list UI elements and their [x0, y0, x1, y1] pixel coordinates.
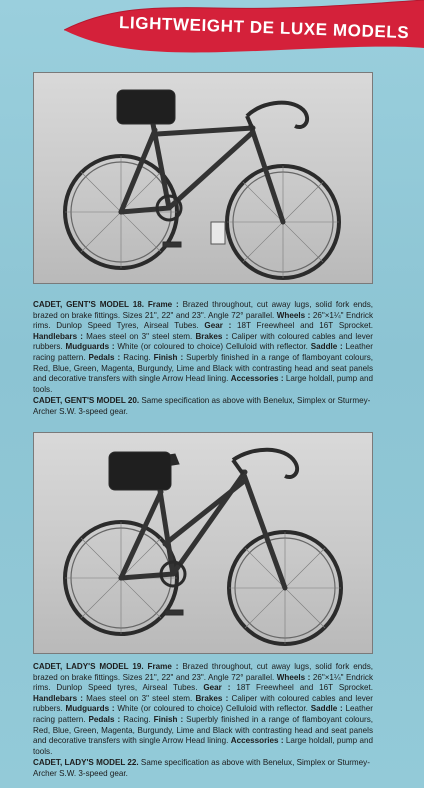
mudguards-label: Mudguards : [65, 704, 115, 714]
pedals-text: Racing. [123, 714, 151, 724]
accessories-text: Large holdall, pump and tools. [33, 736, 373, 756]
gear-label: Gear : [203, 683, 231, 693]
gents-bicycle-photo [33, 72, 373, 284]
ladys-bicycle-illustration [33, 432, 373, 654]
accessories-text: Large holdall, pump and tools. [33, 374, 373, 394]
variant-text: Same specification as above with Benelux, Simplex or Sturmey-Archer S.W. 3-speed gear. [33, 396, 371, 416]
mudguards-text: White (or coloured to choice) Celluloid with reflector. [117, 342, 308, 352]
variant-name: CADET, GENT'S MODEL 20. [33, 396, 140, 405]
finish-label: Finish : [153, 352, 184, 362]
gear-text: 18T Freewheel and 16T Sprocket. [237, 321, 374, 331]
gents-bicycle-illustration [33, 72, 373, 284]
handlebars-label: Handlebars : [33, 693, 83, 703]
frame-label: Frame : [147, 662, 179, 671]
model-name: CADET, LADY'S MODEL 19. [33, 662, 144, 671]
ladys-bicycle-photo [33, 432, 373, 654]
accessories-label: Accessories : [230, 374, 284, 384]
variant-text: Same specification as above with Benelux, Simplex or Sturmey-Archer S.W. 3-speed gear. [33, 758, 370, 778]
gents-model-20-description [33, 396, 373, 417]
frame-text: Brazed throughout, cut away lugs, solid fork ends, brazed on brake fittings. Sizes 21", 22" and 23". Angle 72° parallel. [33, 300, 373, 320]
finish-text: Superbly finished in a range of flamboyant colours, Red, Blue, Green, Magenta, Burgundy, Lime and Black with contrasting head and seat panels and decorative transfers with single Arrow Head lining. [33, 714, 374, 746]
handlebars-text: Maes steel on 3" steel stem. [86, 331, 193, 341]
saddle-label: Saddle : [310, 342, 343, 352]
wheels-text: 26"×1¼" Endrick rims. Dunlop Speed tyres, Airseal Tubes. [33, 672, 374, 693]
saddle-text: Leather racing pattern. [33, 342, 373, 362]
ladys-model-22-description [33, 758, 373, 779]
ladys-model-19-description [33, 662, 373, 757]
brakes-text: Caliper with coloured cables and lever rubbers. [33, 693, 373, 714]
finish-text: Superbly finished in a range of flamboyant colours, Red, Blue, Green, Magenta, Burgundy, Lime and Black with contrasting head and seat panels and decorative transfers with single Arrow Head lining. [33, 352, 374, 384]
mudguards-label: Mudguards : [65, 342, 115, 352]
title-banner [64, 0, 424, 60]
handlebars-label: Handlebars : [33, 331, 83, 341]
gear-text: 18T Freewheel and 16T Sprocket. [236, 683, 374, 693]
model-name: CADET, GENT'S MODEL 18. [33, 300, 144, 309]
pedals-label: Pedals : [88, 714, 121, 724]
accessories-label: Accessories : [230, 736, 284, 746]
brakes-text: Caliper with coloured cables and lever rubbers. [33, 331, 373, 352]
brakes-label: Brakes : [195, 693, 229, 703]
frame-label: Frame : [147, 300, 179, 309]
variant-name: CADET, LADY'S MODEL 22. [33, 758, 139, 767]
gents-model-18-description [33, 300, 373, 395]
banner-title: LIGHTWEIGHT DE LUXE MODELS [118, 13, 410, 43]
brakes-label: Brakes : [195, 331, 229, 341]
wheels-label: Wheels : [276, 672, 311, 682]
frame-text: Brazed throughout, cut away lugs, solid fork ends, brazed on brake fittings. Sizes 21", 22" and 23". Angle 72° parallel. [33, 662, 374, 682]
handlebars-text: Maes steel on 3" steel stem. [86, 693, 193, 703]
finish-label: Finish : [153, 714, 184, 724]
mudguards-text: White (or coloured to choice) Celluloid with reflector. [117, 704, 308, 714]
pedals-label: Pedals : [88, 352, 121, 362]
pedals-text: Racing. [123, 352, 151, 362]
gear-label: Gear : [204, 321, 232, 331]
wheels-label: Wheels : [276, 310, 311, 320]
wheels-text: 26"×1¼" Endrick rims. Dunlop Speed Tyres, Airseal Tubes. [33, 310, 374, 331]
saddle-text: Leather racing pattern. [33, 704, 373, 724]
saddle-label: Saddle : [310, 704, 343, 714]
